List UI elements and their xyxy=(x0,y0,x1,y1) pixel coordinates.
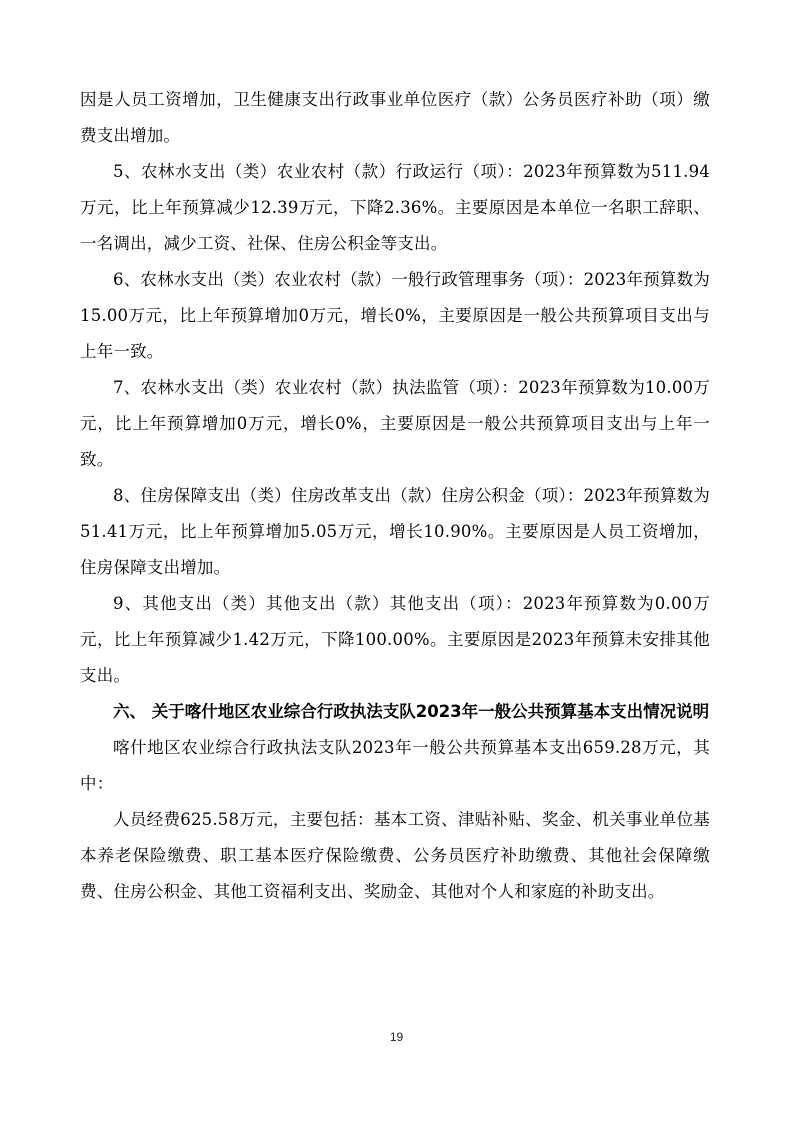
item-5-paragraph: 5、农林水支出（类）农业农村（款）行政运行（项）：2023年预算数为511.94万元，比上年预算减少12.39万元，下降2.36%。主要原因是本单位一名职工辞职、一名调出，减少工资、社保、住房公积金等支出。 xyxy=(80,162,710,253)
item-9-paragraph: 9、其他支出（类）其他支出（款）其他支出（项）：2023年预算数为0.00万元，比上年预算减少1.42万元，下降100.00%。主要原因是2023年预算未安排其他支出。 xyxy=(80,594,710,685)
continued-paragraph: 因是人员工资增加，卫生健康支出行政事业单位医疗（款）公务员医疗补助（项）缴费支出增加。 xyxy=(80,90,710,145)
basic-expenditure-paragraph: 喀什地区农业综合行政执法支队2023年一般公共预算基本支出659.28万元，其中： xyxy=(80,738,710,793)
item-7-paragraph: 7、农林水支出（类）农业农村（款）执法监管（项）：2023年预算数为10.00万元，比上年预算增加0万元，增长0%，主要原因是一般公共预算项目支出与上年一致。 xyxy=(80,378,710,469)
item-6-paragraph: 6、农林水支出（类）农业农村（款）一般行政管理事务（项）：2023年预算数为15.00万元，比上年预算增加0万元，增长0%，主要原因是一般公共预算项目支出与上年一致。 xyxy=(80,270,710,361)
item-8-paragraph: 8、住房保障支出（类）住房改革支出（款）住房公积金（项）：2023年预算数为51.41万元，比上年预算增加5.05万元，增长10.90%。主要原因是人员工资增加，住房保障支出增加。 xyxy=(80,486,710,577)
personnel-expenses-paragraph: 人员经费625.58万元，主要包括：基本工资、津贴补贴、奖金、机关事业单位基本养老保险缴费、职工基本医疗保险缴费、公务员医疗补助缴费、其他社会保障缴费、住房公积金、其他工资福利支出、奖励金、其他对个人和家庭的补助支出。 xyxy=(80,810,710,901)
page-content xyxy=(80,82,710,910)
section-heading: 六、 关于喀什地区农业综合行政执法支队2023年一般公共预算基本支出情况说明 xyxy=(113,702,710,721)
page-number: 19 xyxy=(389,1030,404,1044)
